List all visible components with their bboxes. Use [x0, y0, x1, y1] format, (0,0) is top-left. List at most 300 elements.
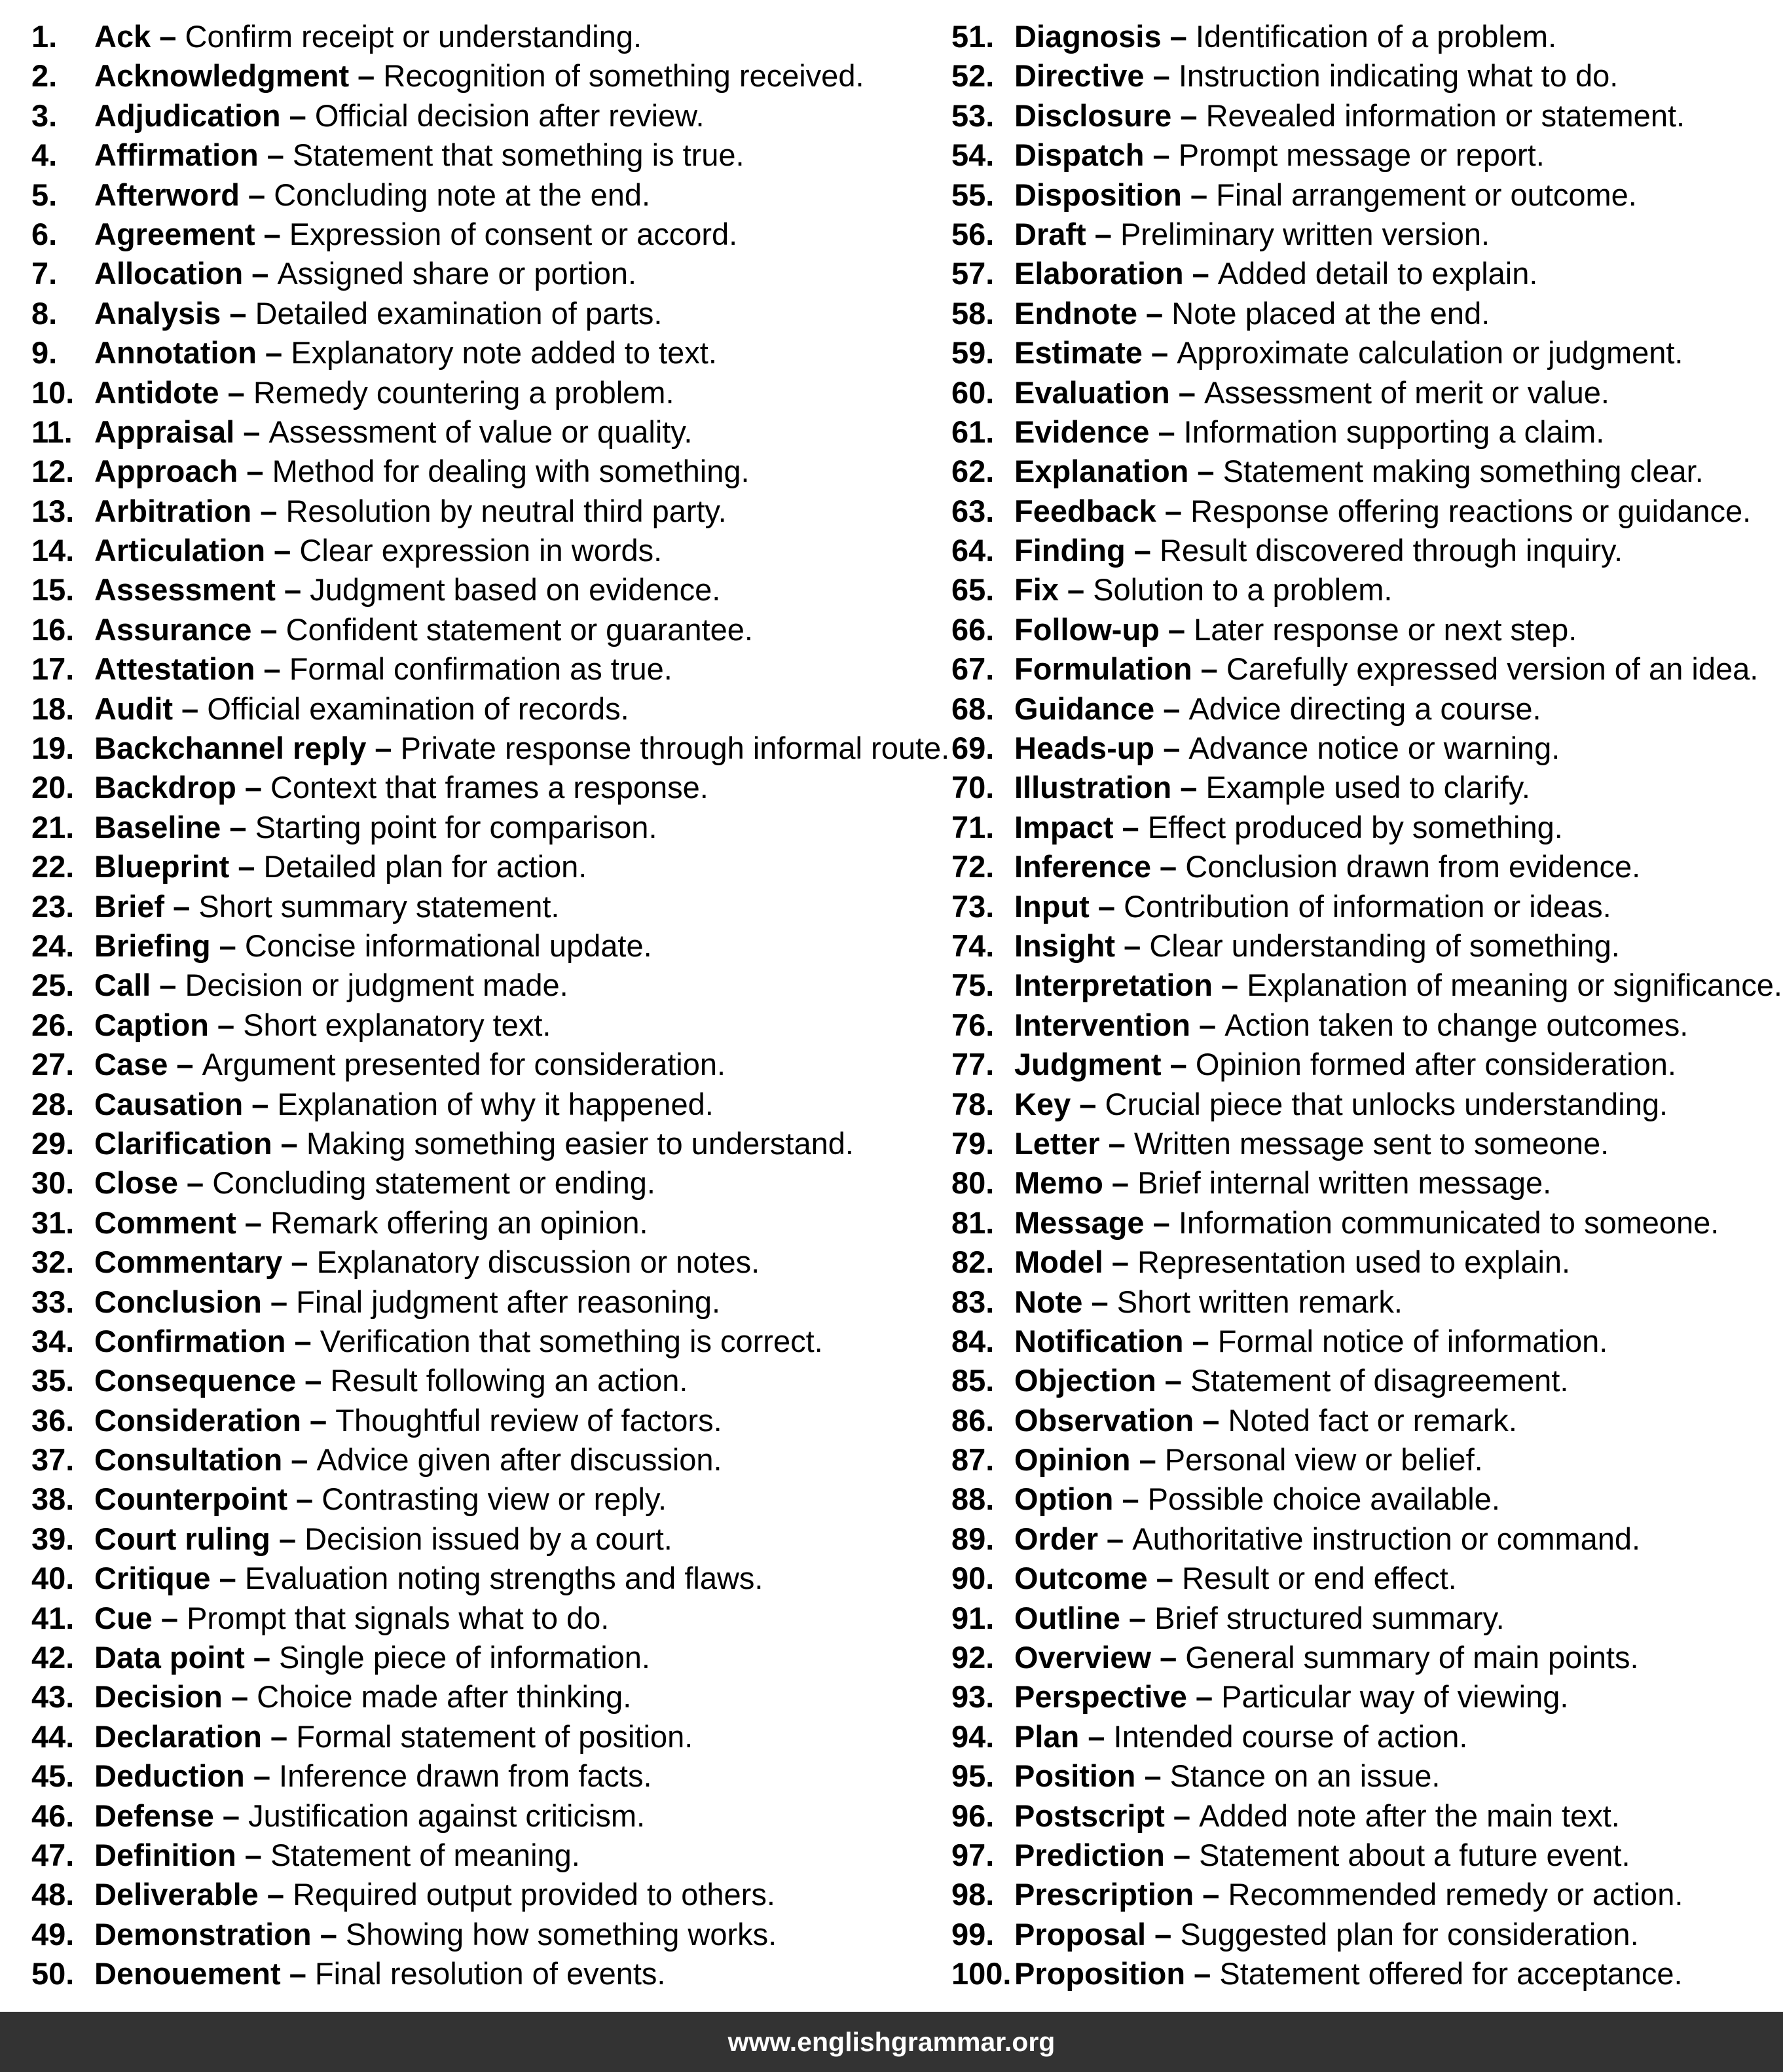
item-separator: –	[1154, 731, 1189, 766]
item-definition: Official examination of records.	[207, 691, 629, 726]
item-term: Appraisal	[94, 414, 235, 449]
list-item	[31, 1401, 891, 1440]
list-item	[951, 689, 1783, 729]
list-item	[951, 1440, 1783, 1480]
item-number: 25.	[31, 968, 75, 1003]
item-term: Letter	[1014, 1125, 1100, 1161]
item-term: Approach	[94, 454, 238, 489]
list-item	[31, 1638, 891, 1677]
footer-url: www.englishgrammar.org	[727, 2026, 1056, 2057]
item-number: 62.	[951, 454, 995, 489]
item-separator: –	[1186, 1679, 1222, 1715]
item-definition: Assessment of value or quality.	[268, 414, 693, 449]
list-item	[951, 768, 1783, 807]
list-item	[31, 1954, 891, 1993]
item-term: Acknowledgment	[94, 58, 350, 94]
item-separator: –	[1098, 1521, 1133, 1556]
item-number: 27.	[31, 1047, 75, 1082]
item-separator: –	[282, 1245, 317, 1280]
item-definition: Advice given after discussion.	[316, 1442, 722, 1478]
item-number: 89.	[951, 1521, 995, 1556]
item-definition: Possible choice available.	[1147, 1481, 1500, 1517]
list-item	[31, 1440, 891, 1480]
list-item	[31, 1203, 891, 1243]
item-separator: –	[1103, 1165, 1138, 1201]
list-item	[951, 1796, 1783, 1836]
list-item	[951, 1401, 1783, 1440]
item-separator: –	[1103, 1245, 1138, 1280]
item-number: 4.	[31, 137, 58, 173]
item-term: Data point	[94, 1640, 245, 1675]
item-number: 70.	[951, 770, 995, 805]
item-term: Outcome	[1014, 1561, 1148, 1596]
item-term: Draft	[1014, 216, 1086, 251]
item-separator: –	[1089, 888, 1124, 924]
item-term: Dispatch	[1014, 137, 1145, 173]
list-item	[951, 1599, 1783, 1638]
item-term: Outline	[1014, 1600, 1120, 1635]
item-definition: Argument presented for consideration.	[202, 1047, 726, 1082]
item-number: 31.	[31, 1205, 75, 1240]
item-number: 17.	[31, 651, 75, 687]
list-item	[951, 1243, 1783, 1282]
list-item	[951, 56, 1783, 96]
list-item	[31, 294, 891, 333]
item-definition: Method for dealing with something.	[272, 454, 750, 489]
item-separator: –	[238, 454, 272, 489]
item-separator: –	[1194, 1877, 1228, 1912]
item-number: 72.	[951, 849, 995, 884]
list-item	[951, 1203, 1783, 1243]
item-separator: –	[1099, 1125, 1134, 1161]
item-separator: –	[221, 809, 255, 845]
column-left	[0, 17, 950, 1994]
item-term: Evidence	[1014, 414, 1150, 449]
item-term: Analysis	[94, 295, 221, 331]
list-item	[951, 373, 1783, 412]
item-number: 15.	[31, 572, 75, 608]
item-number: 57.	[951, 256, 995, 291]
list-item	[951, 1954, 1783, 1993]
item-number: 30.	[31, 1165, 75, 1201]
list-item	[951, 1756, 1783, 1796]
item-separator: –	[151, 19, 185, 54]
item-separator: –	[1181, 177, 1217, 212]
item-term: Afterword	[94, 177, 240, 212]
item-definition: Result following an action.	[330, 1363, 688, 1398]
item-number: 76.	[951, 1007, 995, 1042]
item-term: Attestation	[94, 651, 255, 687]
item-definition: Clear understanding of something.	[1149, 928, 1620, 963]
list-item	[951, 1085, 1783, 1124]
list-item	[31, 175, 891, 215]
list-item	[951, 492, 1783, 531]
item-number: 71.	[951, 809, 995, 845]
item-term: Prediction	[1014, 1837, 1165, 1872]
list-item	[31, 1836, 891, 1875]
item-term: Caption	[94, 1007, 209, 1042]
item-term: Decision	[94, 1679, 223, 1715]
item-definition: Statement of meaning.	[270, 1837, 580, 1872]
list-item	[951, 808, 1783, 847]
item-term: Blueprint	[94, 849, 230, 884]
item-separator: –	[1154, 691, 1189, 726]
item-number: 52.	[951, 58, 995, 94]
item-term: Close	[94, 1165, 178, 1201]
item-term: Causation	[94, 1086, 244, 1121]
item-separator: –	[1188, 454, 1223, 489]
item-separator: –	[236, 1205, 270, 1240]
item-number: 8.	[31, 295, 58, 331]
item-number: 5.	[31, 177, 58, 212]
item-definition: Added note after the main text.	[1199, 1798, 1620, 1833]
item-definition: Authoritative instruction or command.	[1132, 1521, 1641, 1556]
item-separator: –	[1161, 19, 1196, 54]
list-item	[31, 531, 891, 570]
item-definition: Intended course of action.	[1113, 1718, 1468, 1754]
item-definition: Evaluation noting strengths and flaws.	[244, 1561, 763, 1596]
item-number: 93.	[951, 1679, 995, 1715]
item-separator: –	[208, 1007, 244, 1042]
item-number: 77.	[951, 1047, 995, 1082]
item-number: 74.	[951, 928, 995, 963]
list-item	[951, 96, 1783, 136]
list-item	[951, 254, 1783, 293]
item-number: 40.	[31, 1561, 75, 1596]
item-term: Inference	[1014, 849, 1151, 884]
item-number: 24.	[31, 928, 75, 963]
item-separator: –	[244, 1758, 280, 1794]
item-separator: –	[270, 1521, 305, 1556]
item-separator: –	[1137, 295, 1172, 331]
list-item	[31, 610, 891, 649]
item-term: Antidote	[94, 374, 219, 410]
item-term: Case	[94, 1047, 168, 1082]
item-separator: –	[287, 1481, 322, 1517]
item-separator: –	[236, 770, 271, 805]
item-number: 50.	[31, 1956, 75, 1991]
item-separator: –	[280, 1956, 315, 1991]
item-definition: Resolution by neutral third party.	[285, 493, 727, 528]
item-term: Order	[1014, 1521, 1098, 1556]
item-separator: –	[285, 1323, 320, 1358]
item-number: 23.	[31, 888, 75, 924]
item-definition: Action taken to change outcomes.	[1224, 1007, 1689, 1042]
item-number: 100.	[951, 1956, 1012, 1991]
item-number: 7.	[31, 256, 58, 291]
list-item	[31, 1243, 891, 1282]
item-definition: Clear expression in words.	[299, 533, 663, 568]
item-definition: Information communicated to someone.	[1178, 1205, 1719, 1240]
item-term: Insight	[1014, 928, 1116, 963]
item-term: Proposal	[1014, 1916, 1147, 1952]
item-separator: –	[1144, 1205, 1179, 1240]
item-separator: –	[1156, 1363, 1190, 1398]
item-number: 10.	[31, 374, 75, 410]
list-item	[951, 1559, 1783, 1598]
list-item	[951, 1163, 1783, 1203]
item-term: Formulation	[1014, 651, 1192, 687]
list-item	[31, 768, 891, 807]
item-definition: Verification that something is correct.	[320, 1323, 823, 1358]
item-number: 64.	[951, 533, 995, 568]
item-term: Disclosure	[1014, 98, 1172, 133]
list-item	[951, 333, 1783, 373]
item-number: 37.	[31, 1442, 75, 1478]
item-definition: Recommended remedy or action.	[1228, 1877, 1683, 1912]
item-definition: Expression of consent or accord.	[289, 216, 738, 251]
item-separator: –	[173, 691, 208, 726]
list-item	[31, 1480, 891, 1519]
item-definition: Single piece of information.	[279, 1640, 650, 1675]
item-definition: Making something easier to understand.	[306, 1125, 854, 1161]
item-definition: Carefully expressed version of an idea.	[1226, 651, 1759, 687]
item-definition: Note placed at the end.	[1171, 295, 1490, 331]
list-item	[951, 136, 1783, 175]
item-separator: –	[1144, 137, 1179, 173]
item-definition: Formal statement of position.	[296, 1718, 693, 1754]
item-number: 87.	[951, 1442, 995, 1478]
item-term: Plan	[1014, 1718, 1080, 1754]
item-number: 88.	[951, 1481, 995, 1517]
item-number: 73.	[951, 888, 995, 924]
list-item	[31, 689, 891, 729]
item-definition: Detailed plan for action.	[263, 849, 587, 884]
item-number: 20.	[31, 770, 75, 805]
item-separator: –	[1082, 1284, 1117, 1319]
item-definition: Short written remark.	[1116, 1284, 1403, 1319]
item-term: Declaration	[94, 1718, 262, 1754]
item-number: 60.	[951, 374, 995, 410]
item-number: 49.	[31, 1916, 75, 1952]
item-term: Consequence	[94, 1363, 297, 1398]
item-number: 18.	[31, 691, 75, 726]
item-number: 59.	[951, 335, 995, 371]
item-number: 95.	[951, 1758, 995, 1794]
item-definition: Required output provided to others.	[293, 1877, 775, 1912]
item-definition: Statement about a future event.	[1199, 1837, 1630, 1872]
list-item	[951, 610, 1783, 649]
item-definition: Explanatory note added to text.	[291, 335, 717, 371]
list-item	[951, 1915, 1783, 1954]
item-number: 83.	[951, 1284, 995, 1319]
item-number: 34.	[31, 1323, 75, 1358]
list-item	[951, 294, 1783, 333]
list-item	[31, 492, 891, 531]
item-term: Judgment	[1014, 1047, 1162, 1082]
item-number: 96.	[951, 1798, 995, 1833]
item-separator: –	[1086, 216, 1120, 251]
item-definition: Opinion formed after consideration.	[1195, 1047, 1676, 1082]
item-number: 22.	[31, 849, 75, 884]
item-term: Position	[1014, 1758, 1136, 1794]
list-item	[31, 1085, 891, 1124]
item-separator: –	[257, 335, 291, 371]
item-separator: –	[301, 1402, 336, 1438]
item-term: Note	[1014, 1284, 1083, 1319]
item-definition: Added detail to explain.	[1217, 256, 1538, 291]
item-number: 38.	[31, 1481, 75, 1517]
list-item	[31, 1756, 891, 1796]
item-definition: Assessment of merit or value.	[1204, 374, 1609, 410]
item-separator: –	[213, 1798, 249, 1833]
item-separator: –	[1171, 98, 1206, 133]
list-item	[951, 966, 1783, 1005]
item-term: Option	[1014, 1481, 1114, 1517]
item-term: Consultation	[94, 1442, 283, 1478]
item-number: 63.	[951, 493, 995, 528]
item-term: Diagnosis	[1014, 19, 1162, 54]
list-item	[951, 1677, 1783, 1717]
item-number: 82.	[951, 1245, 995, 1280]
item-definition: Justification against criticism.	[248, 1798, 646, 1833]
item-term: Comment	[94, 1205, 236, 1240]
item-separator: –	[296, 1363, 331, 1398]
list-item	[31, 215, 891, 254]
item-separator: –	[1156, 493, 1191, 528]
item-term: Ack	[94, 19, 151, 54]
list-item	[951, 1717, 1783, 1756]
list-item	[951, 17, 1783, 56]
item-separator: –	[1183, 256, 1218, 291]
item-term: Briefing	[94, 928, 211, 963]
item-number: 85.	[951, 1363, 995, 1398]
item-number: 61.	[951, 414, 995, 449]
item-term: Fix	[1014, 572, 1059, 608]
item-definition: Assigned share or portion.	[277, 256, 637, 291]
item-number: 91.	[951, 1600, 995, 1635]
item-separator: –	[222, 1679, 257, 1715]
list-item	[951, 570, 1783, 609]
item-number: 78.	[951, 1086, 995, 1121]
item-term: Objection	[1014, 1363, 1156, 1398]
item-definition: Statement of disagreement.	[1190, 1363, 1569, 1398]
item-separator: –	[1150, 849, 1186, 884]
item-definition: Judgment based on evidence.	[310, 572, 721, 608]
list-item	[31, 1045, 891, 1084]
item-separator: –	[244, 1640, 280, 1675]
list-item	[31, 452, 891, 491]
item-number: 56.	[951, 216, 995, 251]
list-item	[951, 215, 1783, 254]
item-number: 11.	[31, 414, 73, 449]
item-definition: Suggested plan for consideration.	[1180, 1916, 1639, 1952]
item-definition: Later response or next step.	[1194, 611, 1577, 647]
item-separator: –	[219, 374, 253, 410]
list-item	[31, 887, 891, 926]
item-separator: –	[1194, 1402, 1228, 1438]
list-item	[951, 926, 1783, 966]
item-definition: Decision or judgment made.	[185, 968, 568, 1003]
item-term: Defense	[94, 1798, 214, 1833]
item-separator: –	[1071, 1086, 1105, 1121]
item-number: 28.	[31, 1086, 75, 1121]
item-number: 14.	[31, 533, 75, 568]
item-term: Counterpoint	[94, 1481, 287, 1517]
item-definition: Showing how something works.	[345, 1916, 777, 1952]
item-definition: Approximate calculation or judgment.	[1177, 335, 1683, 371]
item-separator: –	[272, 1125, 306, 1161]
item-term: Intervention	[1014, 1007, 1190, 1042]
item-separator: –	[1149, 414, 1184, 449]
item-number: 26.	[31, 1007, 75, 1042]
list-item	[951, 531, 1783, 570]
item-number: 53.	[951, 98, 995, 133]
item-number: 54.	[951, 137, 995, 173]
item-separator: –	[255, 651, 289, 687]
item-separator: –	[1113, 809, 1148, 845]
list-item	[31, 1361, 891, 1400]
list-item	[31, 373, 891, 412]
item-number: 3.	[31, 98, 58, 133]
item-separator: –	[210, 928, 245, 963]
list-item	[31, 1163, 891, 1203]
item-term: Elaboration	[1014, 256, 1184, 291]
item-term: Memo	[1014, 1165, 1103, 1201]
item-definition: Advice directing a course.	[1188, 691, 1541, 726]
item-definition: Particular way of viewing.	[1221, 1679, 1569, 1715]
item-term: Articulation	[94, 533, 266, 568]
item-definition: Preliminary written version.	[1120, 216, 1490, 251]
item-separator: –	[1151, 1640, 1186, 1675]
item-definition: Contrasting view or reply.	[322, 1481, 667, 1517]
item-term: Court ruling	[94, 1521, 270, 1556]
item-term: Evaluation	[1014, 374, 1170, 410]
item-separator: –	[1190, 1007, 1225, 1042]
item-definition: Prompt message or report.	[1178, 137, 1545, 173]
item-term: Prescription	[1014, 1877, 1194, 1912]
item-separator: –	[255, 216, 289, 251]
item-definition: Explanation of why it happened.	[277, 1086, 714, 1121]
item-definition: Final judgment after reasoning.	[296, 1284, 721, 1319]
item-separator: –	[1115, 928, 1150, 963]
list-item	[31, 926, 891, 966]
item-term: Disposition	[1014, 177, 1182, 212]
list-item	[31, 1006, 891, 1045]
item-number: 9.	[31, 335, 58, 371]
item-term: Explanation	[1014, 454, 1189, 489]
item-definition: Brief structured summary.	[1154, 1600, 1505, 1635]
list-item	[951, 1361, 1783, 1400]
item-term: Backchannel reply	[94, 731, 367, 766]
item-term: Allocation	[94, 256, 244, 291]
item-term: Finding	[1014, 533, 1126, 568]
item-number: 58.	[951, 295, 995, 331]
item-number: 65.	[951, 572, 995, 608]
item-term: Affirmation	[94, 137, 259, 173]
item-term: Demonstration	[94, 1916, 312, 1952]
item-definition: Explanation of meaning or significance.	[1247, 968, 1782, 1003]
item-separator: –	[164, 888, 199, 924]
list-item	[951, 649, 1783, 689]
item-definition: Formal confirmation as true.	[289, 651, 672, 687]
item-definition: Statement offered for acceptance.	[1219, 1956, 1683, 1991]
item-number: 68.	[951, 691, 995, 726]
item-term: Key	[1014, 1086, 1071, 1121]
item-term: Consideration	[94, 1402, 301, 1438]
item-definition: Detailed examination of parts.	[255, 295, 663, 331]
item-definition: Explanatory discussion or notes.	[316, 1245, 760, 1280]
list-item	[951, 452, 1783, 491]
item-term: Impact	[1014, 809, 1114, 845]
item-number: 51.	[951, 19, 995, 54]
item-number: 13.	[31, 493, 75, 528]
item-separator: –	[366, 731, 401, 766]
item-number: 29.	[31, 1125, 75, 1161]
item-definition: Representation used to explain.	[1137, 1245, 1571, 1280]
item-number: 75.	[951, 968, 995, 1003]
item-number: 16.	[31, 611, 75, 647]
